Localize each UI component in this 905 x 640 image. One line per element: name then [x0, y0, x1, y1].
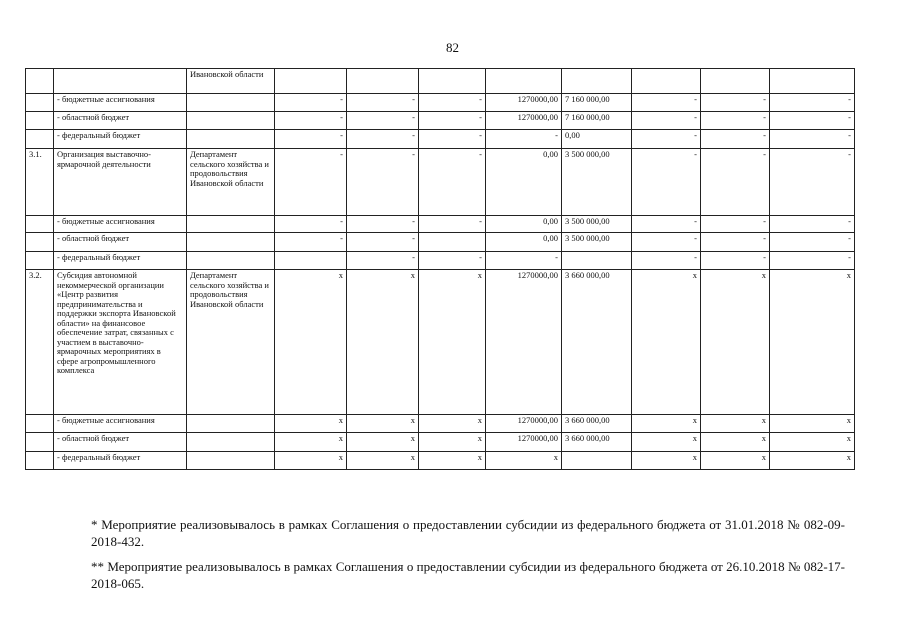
cell-col-11: x [770, 452, 855, 470]
cell-col-8: 0,00 [562, 130, 632, 149]
cell-col-9: - [632, 233, 701, 252]
cell-row-number [26, 452, 54, 470]
cell-executor [187, 112, 275, 130]
cell-col-9: - [632, 112, 701, 130]
cell-col-9: - [632, 252, 701, 270]
cell-executor [187, 233, 275, 252]
cell-col-4 [275, 252, 347, 270]
cell-col-7: 0,00 [486, 216, 562, 233]
cell-col-9 [632, 69, 701, 94]
cell-col-6: - [419, 94, 486, 112]
cell-col-9: x [632, 270, 701, 415]
cell-col-5: - [347, 149, 419, 216]
cell-col-11: - [770, 149, 855, 216]
table-row [26, 452, 855, 470]
cell-col-10: - [701, 216, 770, 233]
cell-col-9: - [632, 149, 701, 216]
cell-col-10 [701, 69, 770, 94]
cell-col-6: x [419, 452, 486, 470]
cell-col-5: - [347, 130, 419, 149]
cell-col-6: x [419, 415, 486, 433]
cell-col-11: x [770, 270, 855, 415]
cell-col-11: - [770, 130, 855, 149]
cell-row-number [26, 252, 54, 270]
cell-item-name: - федеральный бюджет [54, 252, 187, 270]
cell-executor: Департамент сельского хозяйства и продовольствия Ивановской области [187, 149, 275, 216]
cell-executor: Ивановской области [187, 69, 275, 94]
cell-row-number [26, 433, 54, 452]
cell-col-5: - [347, 216, 419, 233]
cell-executor [187, 415, 275, 433]
cell-col-7: 0,00 [486, 233, 562, 252]
cell-col-4: - [275, 112, 347, 130]
cell-col-5: - [347, 94, 419, 112]
cell-col-7: 1270000,00 [486, 270, 562, 415]
table-row [26, 252, 855, 270]
cell-col-10: x [701, 452, 770, 470]
cell-col-7: x [486, 452, 562, 470]
footnote-1: * Мероприятие реализовывалось в рамках Соглашения о предоставлении субсидии из федерального бюджета от 31.01.2018 № 082-09-2018-432. [91, 517, 845, 549]
table-row [26, 94, 855, 112]
cell-executor [187, 452, 275, 470]
cell-item-name: - областной бюджет [54, 233, 187, 252]
cell-col-10: - [701, 130, 770, 149]
cell-col-5: x [347, 452, 419, 470]
cell-col-5: - [347, 252, 419, 270]
table-row [26, 233, 855, 252]
cell-col-7: 1270000,00 [486, 433, 562, 452]
cell-col-6: - [419, 252, 486, 270]
table-row [26, 216, 855, 233]
cell-col-7: 1270000,00 [486, 112, 562, 130]
cell-col-9: x [632, 452, 701, 470]
cell-item-name: - федеральный бюджет [54, 130, 187, 149]
page-number: 82 [446, 40, 459, 55]
cell-col-4: - [275, 149, 347, 216]
cell-col-10: - [701, 94, 770, 112]
cell-col-7 [486, 69, 562, 94]
cell-col-6: - [419, 112, 486, 130]
cell-col-8 [562, 252, 632, 270]
cell-col-9: - [632, 94, 701, 112]
cell-col-9: - [632, 130, 701, 149]
cell-col-8 [562, 69, 632, 94]
cell-item-name: - федеральный бюджет [54, 452, 187, 470]
cell-col-8: 3 500 000,00 [562, 216, 632, 233]
cell-row-number [26, 216, 54, 233]
cell-item-name: - областной бюджет [54, 112, 187, 130]
cell-item-name: Субсидия автономной некоммерческой организации «Центр развития предпринимательства и поддержки экспорта Ивановской области» на финансовое обеспечение затрат, связанных с участием в выставочно-ярмарочных мероприятиях в сфере агропромышленного комплекса [54, 270, 187, 415]
footnote-2: ** Мероприятие реализовывалось в рамках Соглашения о предоставлении субсидии из федерального бюджета от 26.10.2018 № 082-17-2018-065. [91, 559, 845, 591]
cell-col-7: - [486, 252, 562, 270]
cell-col-4: x [275, 452, 347, 470]
cell-col-8 [562, 452, 632, 470]
cell-col-10: - [701, 149, 770, 216]
cell-row-number [26, 94, 54, 112]
cell-col-10: x [701, 415, 770, 433]
cell-item-name: - бюджетные ассигнования [54, 216, 187, 233]
cell-col-4: - [275, 94, 347, 112]
cell-executor [187, 130, 275, 149]
table-row [26, 415, 855, 433]
cell-col-4: x [275, 270, 347, 415]
cell-col-8: 3 660 000,00 [562, 270, 632, 415]
cell-col-7: - [486, 130, 562, 149]
table-row [26, 270, 855, 415]
cell-col-5: x [347, 270, 419, 415]
cell-col-6 [419, 69, 486, 94]
cell-col-10: - [701, 112, 770, 130]
cell-col-5: x [347, 433, 419, 452]
cell-col-4: - [275, 216, 347, 233]
table-row [26, 433, 855, 452]
cell-col-6: x [419, 270, 486, 415]
cell-item-name: - областной бюджет [54, 433, 187, 452]
cell-col-8: 3 660 000,00 [562, 415, 632, 433]
cell-col-11: - [770, 216, 855, 233]
cell-col-9: x [632, 415, 701, 433]
cell-col-11: x [770, 415, 855, 433]
cell-col-8: 3 500 000,00 [562, 233, 632, 252]
cell-row-number [26, 112, 54, 130]
cell-col-5 [347, 69, 419, 94]
cell-col-10: x [701, 270, 770, 415]
cell-col-4: x [275, 415, 347, 433]
cell-col-8: 7 160 000,00 [562, 112, 632, 130]
cell-item-name [54, 69, 187, 94]
cell-col-11: - [770, 94, 855, 112]
cell-executor [187, 94, 275, 112]
cell-executor [187, 252, 275, 270]
cell-executor [187, 433, 275, 452]
cell-col-6: - [419, 216, 486, 233]
cell-item-name: - бюджетные ассигнования [54, 415, 187, 433]
cell-col-10: x [701, 433, 770, 452]
cell-col-4: x [275, 433, 347, 452]
cell-col-9: x [632, 433, 701, 452]
cell-col-7: 0,00 [486, 149, 562, 216]
cell-executor: Департамент сельского хозяйства и продовольствия Ивановской области [187, 270, 275, 415]
cell-col-11 [770, 69, 855, 94]
cell-row-number [26, 415, 54, 433]
cell-col-11: - [770, 112, 855, 130]
cell-col-11: - [770, 233, 855, 252]
cell-col-5: - [347, 233, 419, 252]
cell-col-6 [419, 233, 486, 252]
cell-row-number [26, 69, 54, 94]
table-row [26, 130, 855, 149]
cell-col-7: 1270000,00 [486, 415, 562, 433]
cell-row-number [26, 233, 54, 252]
cell-row-number: 3.1. [26, 149, 54, 216]
cell-col-10: - [701, 252, 770, 270]
cell-col-5: x [347, 415, 419, 433]
cell-item-name: Организация выставочно-ярмарочной деятельности [54, 149, 187, 216]
cell-col-10: - [701, 233, 770, 252]
cell-col-4 [275, 69, 347, 94]
cell-col-4: - [275, 233, 347, 252]
table-row [26, 149, 855, 216]
budget-table [25, 68, 855, 470]
cell-row-number [26, 130, 54, 149]
cell-col-9: - [632, 216, 701, 233]
cell-col-8: 3 500 000,00 [562, 149, 632, 216]
cell-col-8: 3 660 000,00 [562, 433, 632, 452]
cell-row-number: 3.2. [26, 270, 54, 415]
table-row [26, 69, 855, 94]
cell-col-4: - [275, 130, 347, 149]
cell-item-name: - бюджетные ассигнования [54, 94, 187, 112]
cell-col-6: - [419, 149, 486, 216]
cell-col-11: - [770, 252, 855, 270]
cell-col-5: - [347, 112, 419, 130]
cell-col-11: x [770, 433, 855, 452]
table-row [26, 112, 855, 130]
cell-executor [187, 216, 275, 233]
cell-col-7: 1270000,00 [486, 94, 562, 112]
cell-col-6: - [419, 130, 486, 149]
cell-col-8: 7 160 000,00 [562, 94, 632, 112]
cell-col-6: x [419, 433, 486, 452]
